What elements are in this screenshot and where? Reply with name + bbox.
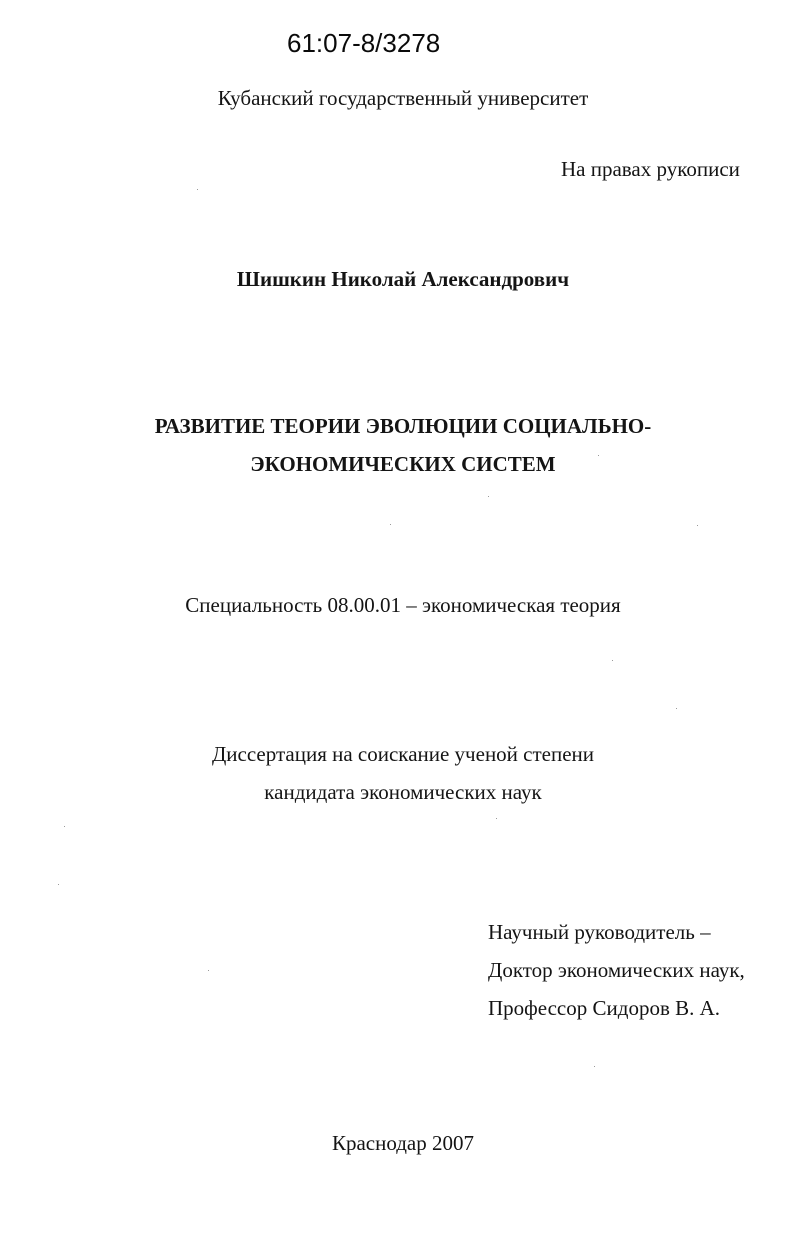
scan-speck: [390, 524, 391, 525]
degree-line-2: кандидата экономических наук: [264, 780, 542, 804]
scan-speck: [496, 818, 497, 819]
scan-speck: [488, 496, 489, 497]
city-year: Краснодар 2007: [331, 1131, 475, 1155]
degree-line-1: Диссертация на соискание ученой степени: [211, 742, 595, 766]
title-line-2: ЭКОНОМИЧЕСКИХ СИСТЕМ: [250, 452, 556, 476]
scan-speck: [58, 884, 59, 885]
supervisor-line-3: Профессор Сидоров В. А.: [488, 996, 721, 1020]
supervisor-block: [488, 913, 745, 1027]
degree-statement: [0, 735, 796, 811]
university-name: Кубанский государственный университет: [217, 86, 589, 110]
title-line-1: РАЗВИТИЕ ТЕОРИИ ЭВОЛЮЦИИ СОЦИАЛЬНО-: [154, 414, 652, 438]
scan-speck: [612, 660, 613, 661]
specialty: Специальность 08.00.01 – экономическая теория: [185, 593, 621, 617]
scan-speck: [197, 189, 198, 190]
archive-stamp-number: 61:07-8/3278: [287, 28, 441, 58]
scan-speck: [594, 1066, 595, 1067]
scan-speck: [64, 826, 65, 827]
supervisor-line-1: Научный руководитель –: [488, 920, 711, 944]
supervisor-line-2: Доктор экономических наук,: [488, 958, 745, 982]
scan-speck: [697, 525, 698, 526]
dissertation-title: [0, 407, 796, 483]
scan-speck: [598, 455, 599, 456]
rights-note: На правах рукописи: [561, 157, 740, 181]
author-name: Шишкин Николай Александрович: [236, 267, 570, 291]
scan-speck: [208, 970, 209, 971]
scan-speck: [676, 708, 677, 709]
